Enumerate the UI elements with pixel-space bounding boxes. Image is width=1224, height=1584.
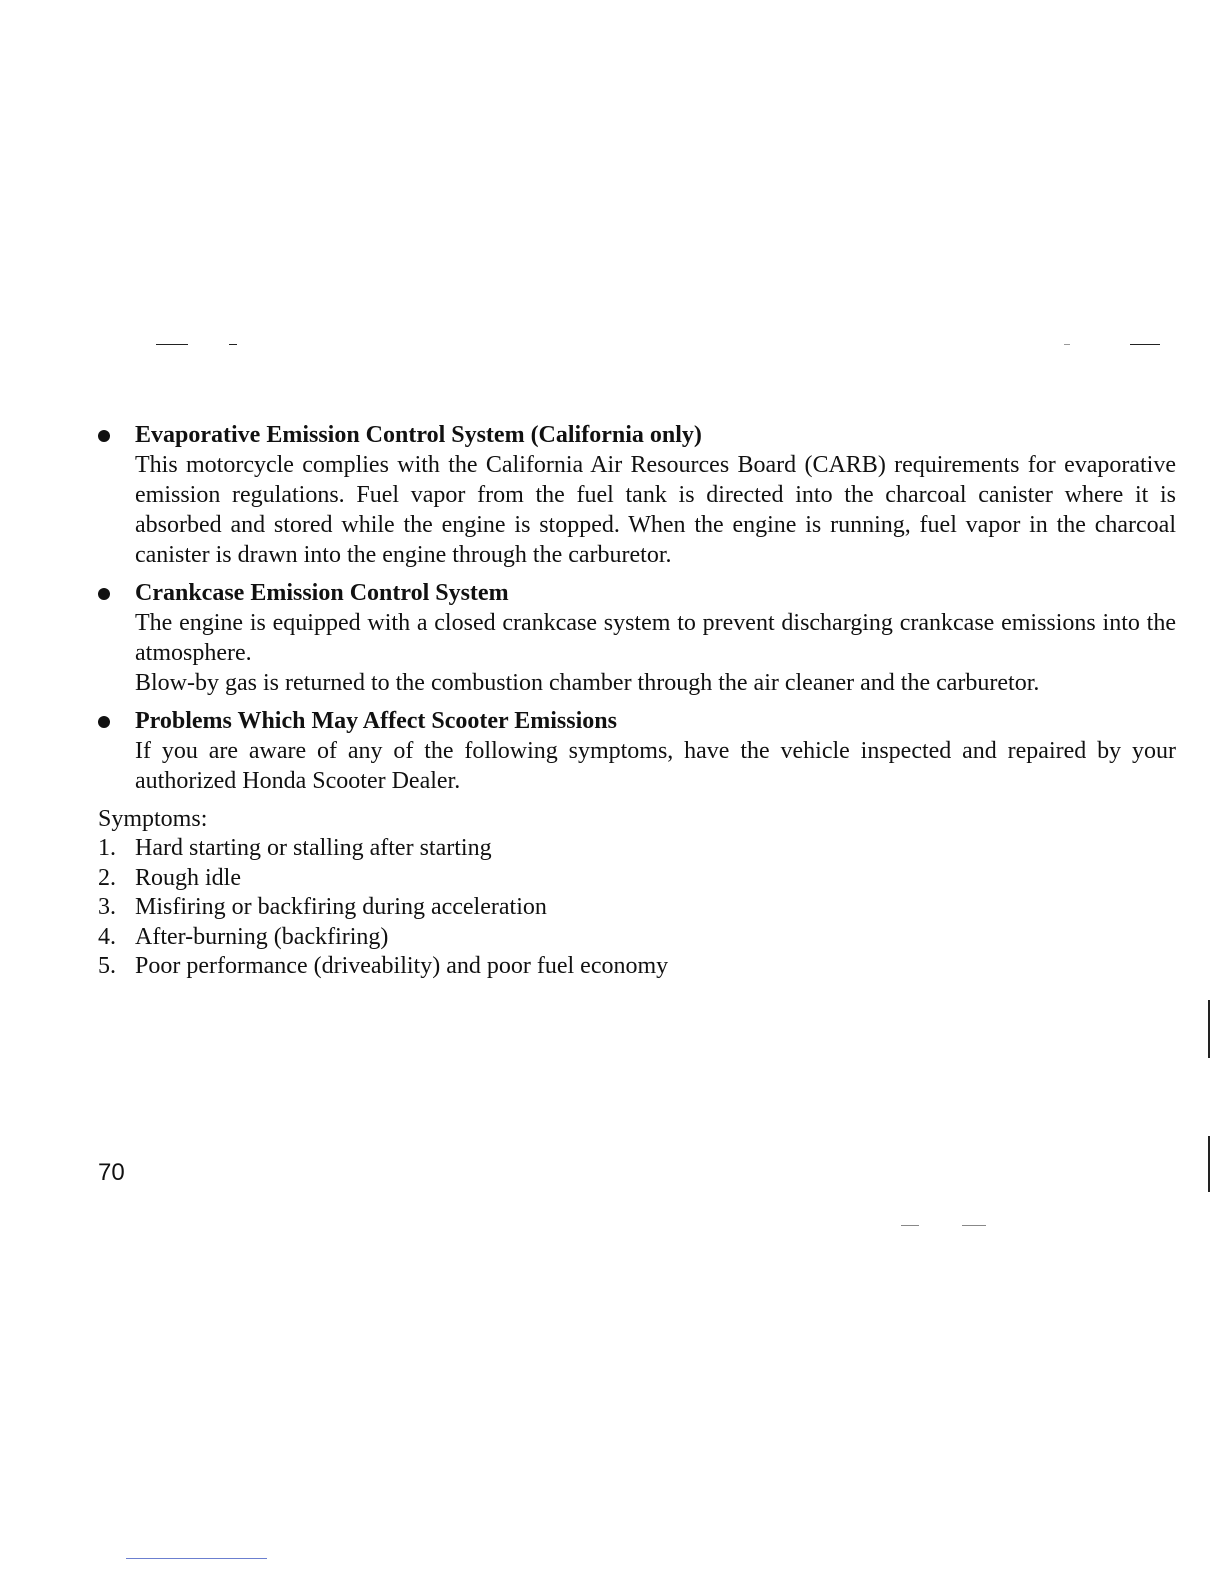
section-emission-problems <box>98 706 1176 796</box>
section-heading: Crankcase Emission Control System <box>135 580 509 606</box>
scan-margin-line <box>1208 1000 1210 1058</box>
section-heading: Problems Which May Affect Scooter Emissions <box>135 708 617 734</box>
section-paragraph: If you are aware of any of the following symptoms, have the vehicle inspected and repaired by your authorized Honda Scooter Dealer. <box>135 738 1176 794</box>
scan-mark <box>962 1225 986 1226</box>
scan-edge-line <box>126 1558 267 1559</box>
list-item-number: 1. <box>98 835 116 861</box>
page-content <box>98 420 1176 982</box>
list-item-text: Poor performance (driveability) and poor fuel economy <box>135 953 669 979</box>
bullet-icon <box>98 430 110 442</box>
section-paragraph: The engine is equipped with a closed crankcase system to prevent discharging crankcase emissions into the atmosphere. <box>135 610 1176 666</box>
page-number: 70 <box>98 1159 125 1186</box>
list-item-text: After-burning (backfiring) <box>135 923 389 950</box>
list-item <box>98 864 1176 894</box>
list-item <box>98 952 1176 982</box>
list-item <box>98 834 1176 864</box>
section-paragraph: This motorcycle complies with the California Air Resources Board (CARB) requirements for evaporative emission regulations. Fuel vapor from the fuel tank is directed into the charcoal canister where it is absorbed and stored while the engine is stopped. When the engine is running, fuel vapor in the charcoal canister is drawn into the engine through the carburetor. <box>135 452 1176 568</box>
list-item-number: 5. <box>98 953 116 979</box>
scan-mark <box>901 1225 919 1226</box>
scan-mark <box>1064 344 1070 345</box>
list-item-number: 4. <box>98 923 116 950</box>
list-item-number: 3. <box>98 894 116 920</box>
section-paragraph: Blow-by gas is returned to the combustion chamber through the air cleaner and the carburetor. <box>135 670 1040 696</box>
scan-margin-line <box>1208 1136 1210 1192</box>
section-heading: Evaporative Emission Control System (California only) <box>135 422 702 448</box>
bullet-icon <box>98 588 110 600</box>
list-item-text: Misfiring or backfiring during acceleration <box>135 894 547 920</box>
bullet-icon <box>98 716 110 728</box>
section-evaporative-emission <box>98 420 1176 570</box>
section-crankcase-emission <box>98 578 1176 698</box>
symptom-list <box>98 834 1176 982</box>
symptoms-label: Symptoms: <box>98 806 208 832</box>
list-item <box>98 923 1176 953</box>
scan-mark <box>156 344 188 345</box>
list-item <box>98 893 1176 923</box>
scan-mark <box>1130 344 1160 345</box>
list-item-text: Hard starting or stalling after starting <box>135 835 492 861</box>
list-item-number: 2. <box>98 864 116 891</box>
scan-mark <box>229 344 237 345</box>
list-item-text: Rough idle <box>135 864 241 891</box>
